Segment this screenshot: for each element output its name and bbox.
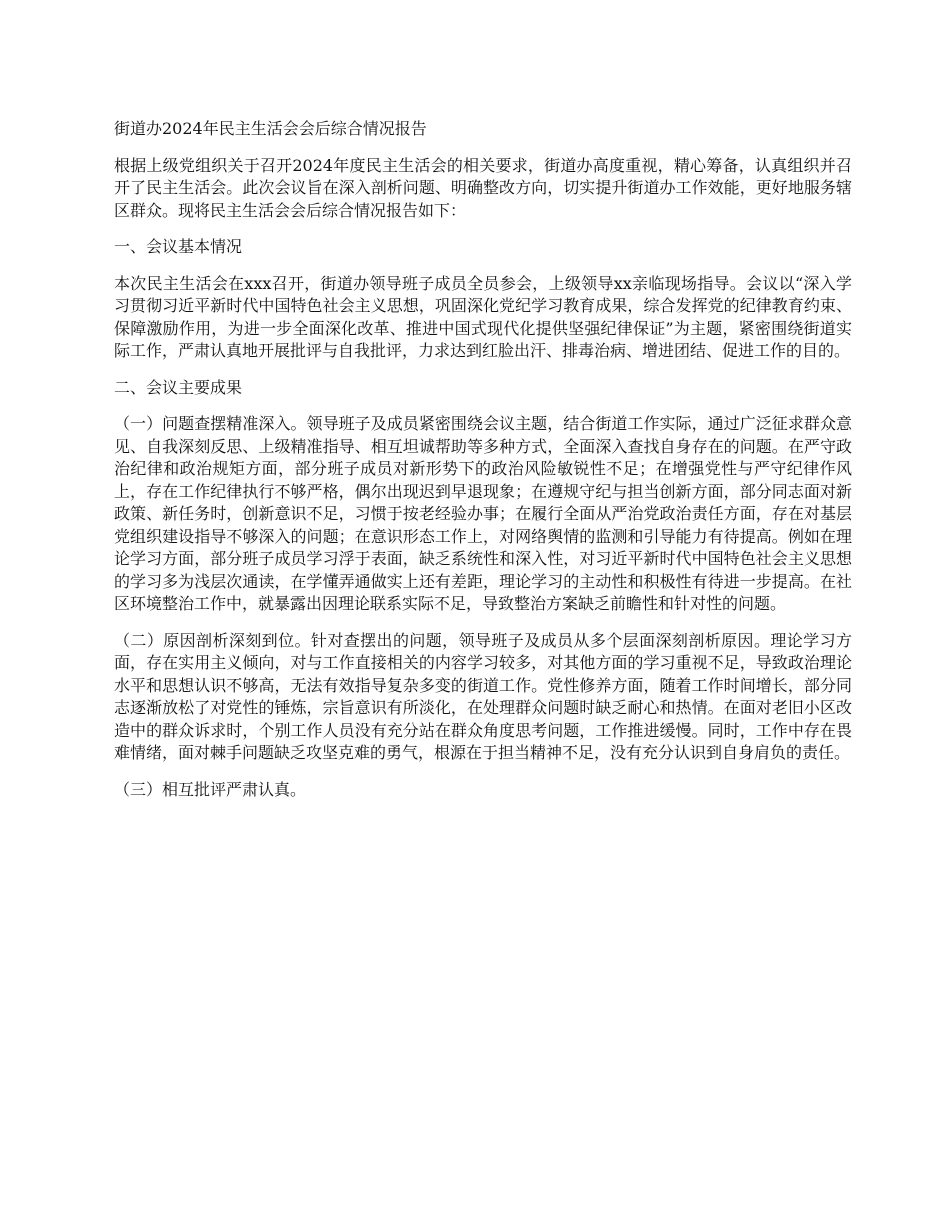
intro-paragraph: 根据上级党组织关于召开2024年度民主生活会的相关要求，街道办高度重视，精心筹备，认真组织并召开了民主生活会。此次会议旨在深入剖析问题、明确整改方向，切实提升街道办工作效能，更好地服务辖区群众。现将民主生活会会后综合情况报告如下： bbox=[114, 155, 852, 220]
section-2-paragraph-1: （一）问题查摆精准深入。领导班子及成员紧密围绕会议主题，结合街道工作实际，通过广泛征求群众意见、自我深刻反思、上级精准指导、相互坦诚帮助等多种方式，全面深入查找自身存在的问题。在严守政治纪律和政治规矩方面，部分班子成员对新形势下的政治风险敏锐性不足；在增强党性与严守纪律作风上，存在工作纪律执行不够严格，偶尔出现迟到早退现象；在遵规守纪与担当创新方面，部分同志面对新政策、新任务时，创新意识不足，习惯于按老经验办事；在履行全面从严治党政治责任方面，存在对基层党组织建设指导不够深入的问题；在意识形态工作上，对网络舆情的监测和引导能力有待提高。例如在理论学习方面，部分班子成员学习浮于表面，缺乏系统性和深入性，对习近平新时代中国特色社会主义思想的学习多为浅层次通读，在学懂弄通做实上还有差距，理论学习的主动性和积极性有待进一步提高。在社区环境整治工作中，就暴露出因理论联系实际不足，导致整治方案缺乏前瞻性和针对性的问题。 bbox=[114, 414, 852, 613]
section-2-heading: 二、会议主要成果 bbox=[114, 377, 243, 397]
section-1-heading: 一、会议基本情况 bbox=[114, 237, 243, 256]
section-2-paragraph-2: （二）原因剖析深刻到位。针对查摆出的问题，领导班子及成员从多个层面深刻剖析原因。理论学习方面，存在实用主义倾向，对与工作直接相关的内容学习较多，对其他方面的学习重视不足，导致政治理论水平和思想认识不够高，无法有效指导复杂多变的街道工作。党性修养方面，随着工作时间增长，部分同志逐渐放松了对党性的锤炼，宗旨意识有所淡化，在处理群众问题时缺乏耐心和热情。在面对老旧小区改造中的群众诉求时，个别工作人员没有充分站在群众角度思考问题，工作推进缓慢。同时，工作中存在畏难情绪，面对棘手问题缺乏攻坚克难的勇气，根源在于担当精神不足，没有充分认识到自身肩负的责任。 bbox=[114, 630, 852, 762]
section-1-paragraph: 本次民主生活会在xxx召开，街道办领导班子成员全员参会，上级领导xx亲临现场指导。会议以“深入学习贯彻习近平新时代中国特色社会主义思想，巩固深化党纪学习教育成果，综合发挥党的纪律教育约束、保障激励作用，为进一步全面深化改革、推进中国式现代化提供坚强纪律保证”为主题，紧密围绕街道实际工作，严肃认真地开展批评与自我批评，力求达到红脸出汗、排毒治病、增进团结、促进工作的目的。 bbox=[114, 273, 852, 360]
document-page bbox=[114, 118, 852, 815]
document-title: 街道办2024年民主生活会会后综合情况报告 bbox=[114, 119, 427, 138]
section-2-paragraph-3: （三）相互批评严肃认真。 bbox=[114, 779, 307, 799]
